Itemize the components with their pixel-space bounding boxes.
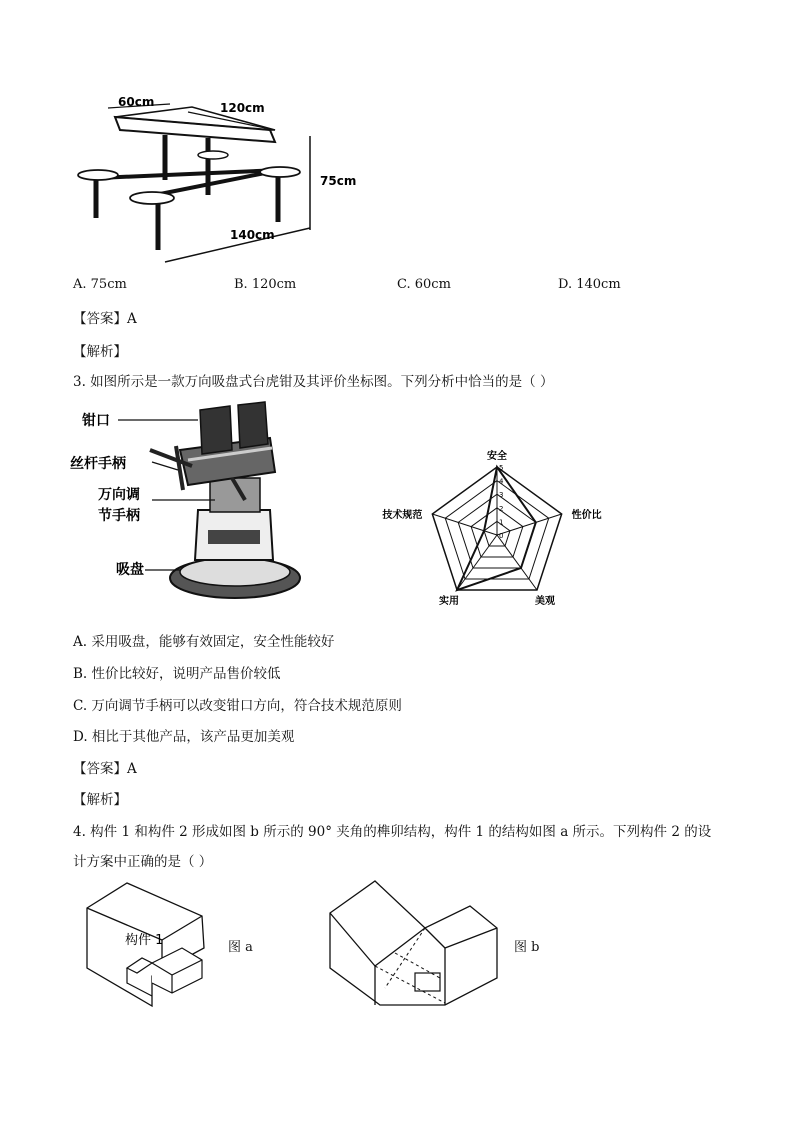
q3-analysis: 【解析】 xyxy=(73,792,127,808)
q3-stem: 3. 如图所示是一款万向吸盘式台虎钳及其评价坐标图。下列分析中恰当的是（ ） xyxy=(73,374,554,390)
radar-axis-label: 技术规范 xyxy=(382,509,423,521)
q3-answer: 【答案】A xyxy=(73,761,137,777)
radar-tick-label: 3 xyxy=(499,491,504,500)
label-screw: 丝杆手柄 xyxy=(70,456,126,472)
figure-a-caption: 图 a xyxy=(228,940,253,955)
label-jaw: 钳口 xyxy=(82,413,110,429)
q3-option-a[interactable]: A. 采用吸盘，能够有效固定，安全性能较好 xyxy=(73,634,335,650)
dim-120: 120cm xyxy=(220,101,265,115)
figure-b-drawing xyxy=(325,878,515,1006)
vise-figure xyxy=(70,400,320,615)
radar-tick-label: 1 xyxy=(499,518,504,527)
radar-tick-label: 4 xyxy=(499,477,504,486)
label-adjust-2: 节手柄 xyxy=(98,508,140,524)
radar-axis-label: 安全 xyxy=(487,451,507,462)
q3-option-b[interactable]: B. 性价比较好，说明产品售价较低 xyxy=(73,666,281,682)
q2-option-c[interactable]: C. 60cm xyxy=(397,277,451,292)
radar-tick-label: 2 xyxy=(499,504,504,513)
part-1-label: 构件 1 xyxy=(125,933,164,948)
dim-140: 140cm xyxy=(230,228,275,242)
q3-option-d[interactable]: D. 相比于其他产品，该产品更加美观 xyxy=(73,729,295,745)
q2-option-a[interactable]: A. 75cm xyxy=(73,277,127,292)
q4-stem-line2: 计方案中正确的是（ ） xyxy=(73,854,213,870)
figure-b-caption: 图 b xyxy=(514,940,540,955)
q2-option-d[interactable]: D. 140cm xyxy=(558,277,621,292)
table-figure xyxy=(70,90,370,270)
q2-analysis: 【解析】 xyxy=(73,344,127,360)
q3-option-c[interactable]: C. 万向调节手柄可以改变钳口方向，符合技术规范原则 xyxy=(73,698,402,714)
radar-axis-label: 实用 xyxy=(439,596,460,608)
radar-chart xyxy=(382,440,615,615)
radar-axis-label: 性价比 xyxy=(571,509,602,521)
radar-tick-label: 5 xyxy=(499,464,504,472)
dim-75: 75cm xyxy=(320,174,357,188)
radar-axis-labels xyxy=(381,449,601,607)
radar-tick-label: 0 xyxy=(499,532,504,540)
radar-axis-label: 美观 xyxy=(534,596,555,608)
q4-stem-line1: 4. 构件 1 和构件 2 形成如图 b 所示的 90° 夹角的榫卯结构，构件 1 的结构如图 a 所示。下列构件 2 的设 xyxy=(73,824,712,840)
q2-answer: 【答案】A xyxy=(73,311,137,327)
q2-option-b[interactable]: B. 120cm xyxy=(234,277,297,292)
label-adjust-1: 万向调 xyxy=(98,487,140,503)
dim-60: 60cm xyxy=(118,95,155,109)
label-suction: 吸盘 xyxy=(116,562,144,578)
